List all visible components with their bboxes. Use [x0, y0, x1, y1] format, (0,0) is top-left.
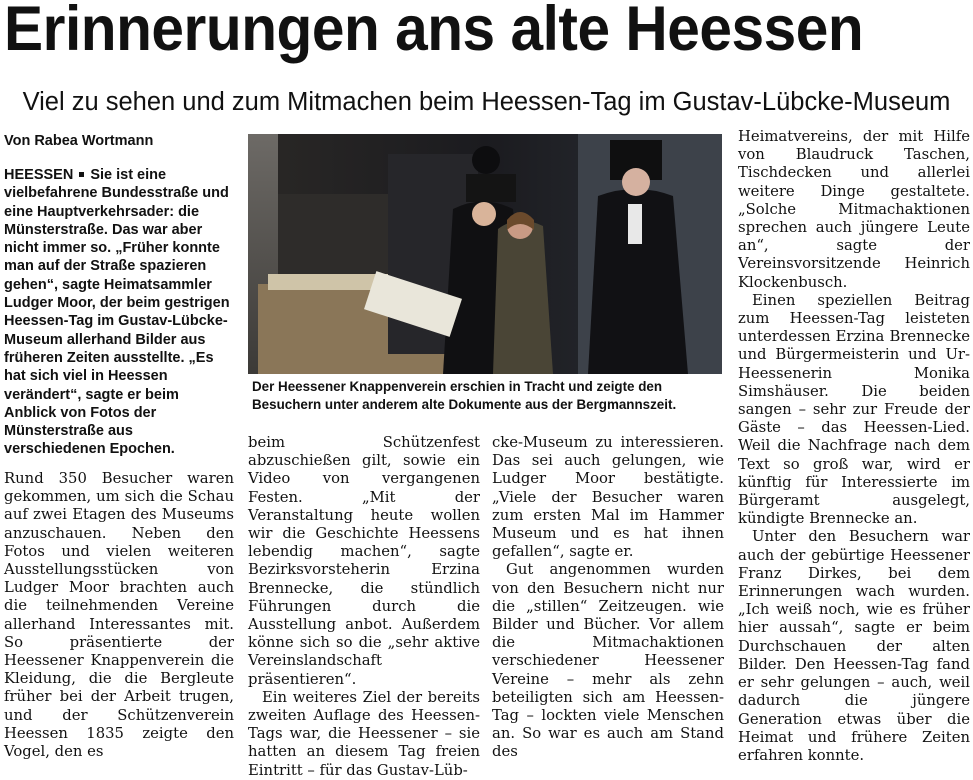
column-3 — [492, 434, 724, 762]
paragraph: Heimatvereins, der mit Hilfe von Blaudruck Taschen, Tischdecken und allerlei weitere Dinge gestaltete. „Solche Mitmachaktionen sprechen auch jüngere Leute an“, sagte der Vereinsvorsitzende Heinrich Klockenbusch. — [738, 128, 970, 291]
dateline-square-icon — [79, 172, 84, 177]
column-1 — [4, 470, 234, 761]
paragraph: Einen speziellen Beitrag zum Heessen-Tag leisteten unterdessen Erzina Brennecke und Bürgermeisterin und Ur-Heessenerin Monika Simshäuser. Die beiden sangen – sehr zur Freude der Gäste – das Heessen-Lied. Weil die Nachfrage nach dem Text so groß war, wird er künftig für Interessierte im Bürgeramt ausgelegt, kündigte Brennecke an. — [738, 291, 970, 528]
article-photo — [248, 134, 722, 374]
dateline: HEESSEN — [4, 167, 74, 183]
subheadline: Viel zu sehen und zum Mitmachen beim Heessen-Tag im Gustav-Lübcke-Museum — [22, 88, 951, 116]
lead-text: Sie ist eine vielbefahrene Bundesstraße und eine Hauptverkehrsader: die Münsterstraße. Das war aber nicht immer so. „Früher konnte man auf der Straße spazieren gehen“, sagte Heimatsammler Ludger Moor, der beim gestrigen Heessen-Tag im Gustav-Lübcke-Museum allerhand Bilder aus früheren Zeiten ausstellte. „Es hat sich viel in Heessen verändert“, sagte er beim Anblick von Fotos der Münsterstraße aus verschiedenen Epochen. — [4, 167, 230, 458]
paragraph: cke-Museum zu interessieren. Das sei auch gelungen, wie Ludger Moor bestätigte. „Viele der Besucher waren zum ersten Mal im Hammer Museum und es hat ihnen gefallen“, sagte er. — [492, 434, 724, 561]
paragraph: Ein weiteres Ziel der bereits zweiten Auflage des Heessen-Tags war, die Heessener – sie hatten an diesem Tag freien Eintritt – für das Gustav-Lüb- — [248, 688, 480, 779]
headline: Erinnerungen ans alte Heessen — [4, 0, 864, 64]
paragraph: beim Schützenfest abzuschießen gilt, sowie ein Video von vergangenen Festen. „Mit der Veranstaltung heute wollen wir die Geschichte Heessens lebendig machen“, sagte Bezirksvorsteherin Erzina Brennecke, die stündlich Führungen durch die Ausstellung anbot. Außerdem könne sich so die „sehr aktive Vereinslandschaft präsentieren“. — [248, 434, 480, 688]
column-2 — [248, 434, 480, 780]
paragraph: Unter den Besuchern war auch der gebürtige Heessener Franz Dirkes, bei dem Erinnerungen wach wurden. „Ich weiß noch, wie es früher hier aussah“, sagte er beim Durchschauen der alten Bilder. Den Heessen-Tag fand er sehr gelungen – auch, weil dadurch die jüngere Generation etwas über die Heimat und frühere Zeiten erfahren konnte. — [738, 528, 970, 764]
byline: Von Rabea Wortmann — [4, 133, 154, 149]
column-4 — [738, 128, 970, 765]
photo-illustration — [248, 134, 722, 374]
paragraph: Rund 350 Besucher waren gekommen, um sich die Schau auf zwei Etagen des Museums anzuschauen. Neben den Fotos und vielen weiteren Ausstellungsstücken von Ludger Moor brachten auch die teilnehmenden Vereine allerhand Interessantes mit. So präsentierte der Heessener Knappenverein die Kleidung, die die Bergleute früher bei der Arbeit trugen, und der Schützenverein Heessen 1835 zeigte den Vogel, den es — [4, 470, 234, 761]
lead-paragraph — [4, 166, 234, 459]
paragraph: Gut angenommen wurden von den Besuchern nicht nur die „stillen“ Zeitzeugen. wie Bilder und Bücher. Vor allem die Mitmachaktionen verschiedener Heessener Vereine – mehr als zehn beteiligten sich am Heessen-Tag – lockten viele Menschen an. So war es auch am Stand des — [492, 561, 724, 761]
photo-caption: Der Heessener Knappenverein erschien in Tracht und zeigte den Besuchern unter anderem alte Dokumente aus der Bergmannszeit. — [252, 379, 677, 412]
